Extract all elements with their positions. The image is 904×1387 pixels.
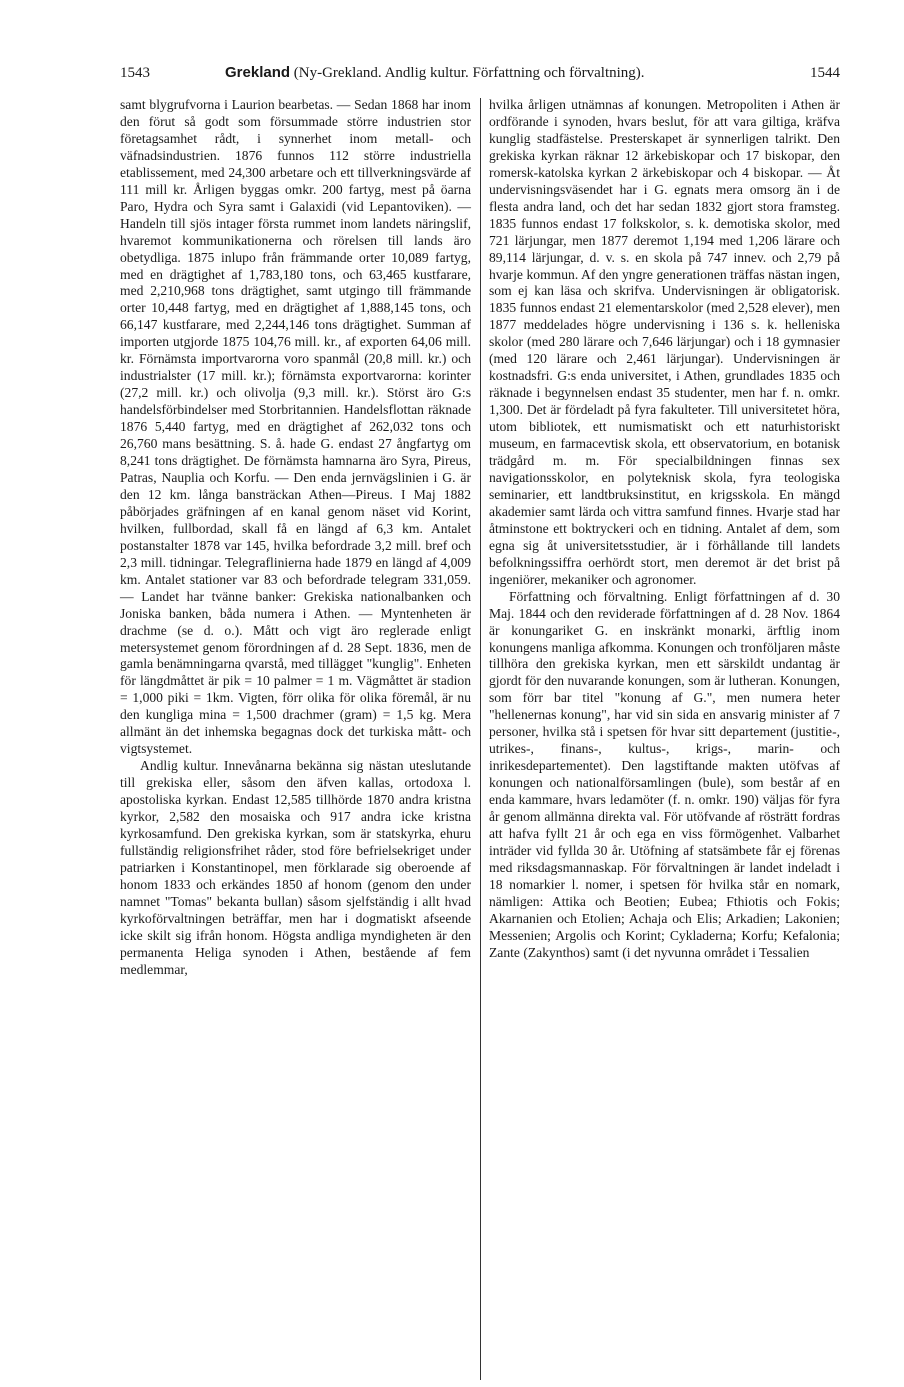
running-title-rest: (Ny-Grekland. Andlig kultur. Författning och förvaltning). bbox=[290, 65, 645, 81]
paragraph-education: hvilka årligen utnämnas af konungen. Metropoliten i Athen är ordförande i synoden, hvars beslut, för att vara giltiga, kräfva kunglig stadfästelse. Presterskapet är synnerligen talrikt. Den grekiska kyrkan räknar 12 ärkebiskopar och 17 biskopar, den romersk-katolska kyrkan 2 ärkebiskopar och 4 biskopar. — Åt undervisningsväsendet har i G. egnats mera omsorg än i de flesta andra land, och det har sedan 1832 gjort stora framsteg. 1835 funnos endast 17 folkskolor, s. k. demotiska skolor, med 721 lärjungar, men 1877 deremot 1,194 med 1,206 lärare och 89,114 lärjungar, d. v. s. en skola på 747 innev. och 2,79 på hvarje kommun. Af den yngre generationen träffas nästan ingen, som ej kan läsa och skrifva. Undervisningen är obligatorisk. 1835 funnos endast 21 elementarskolor (med 2,528 elever), men 1877 meddelades högre undervisning i 136 s. k. helleniska skolor (med 280 lärare och 7,646 lärjungar) och i 18 gymnasier (med 120 lärare och 2,461 lärjungar). Undervisningen är kostnadsfri. G:s enda universitet, i Athen, grundlades 1835 och räknade i begynnelsen endast 35 studenter, men har f. n. omkr. 1,300. Det är fördeladt på fyra fakulteter. Till universitetet höra, utom bibliotek, ett numismatiskt och ett naturhistoriskt museum, en farmacevtisk skola, ett observatorium, en botanisk trädgård m. m. För specialbildningen finnas sex navigationsskolor, en polyteknisk skola, fyra teologiska seminarier, ett landtbruksinstitut, en krigsskola. En mängd akademier samt lärda och vittra samfund finnes. Hvarje stad har åtminstone ett boktryckeri och en tidning. Antalet af dem, som egna sig åt universitetsstudier, är i förhållande till landets befolkningssiffra oerhördt stort, men deremot är det brist på ingeniörer, mekaniker och agronomer. bbox=[489, 97, 840, 587]
column-divider bbox=[480, 98, 481, 1380]
page-number-left: 1543 bbox=[120, 65, 150, 81]
running-header bbox=[120, 60, 840, 86]
paragraph-industry-trade: samt blygrufvorna i Laurion bearbetas. — Sedan 1868 har inom den förut så godt som försummade större industrien stor företagsamhet rådt, i synnerhet inom metall- och väfnadsindustrien. 1876 funnos 112 större industriella etablissement, med 24,300 arbetare och ett tillverkningsvärde af 111 mill kr. Årligen byggas omkr. 200 fartyg, mest på öarna Paro, Hydra och Syra samt i Galaxidi (vid Lepantoviken). — Handeln till sjös intager första rummet inom landets näringslif, hvaremot kommunikationerna och rörelsen till lands äro obetydliga. 1875 inlupo från främmande orter 10,089 fartyg, med en drägtighet af 1,783,180 tons, och 63,465 kustfarare, med 2,210,968 tons drägtighet, samt utgingo till främmande orter 10,448 fartyg, med en drägtighet af 1,888,145 tons, och 66,147 kustfarare, med 2,244,146 tons drägtighet. Summan af importen utgjorde 1875 104,76 mill. kr., af exporten 64,06 mill. kr. Förnämsta importvarorna voro spanmål (20,8 mill. kr.) och industrialster (17 mill. kr.); förnämsta exportvarorna: korinter (27,2 mill. kr.) och olivolja (9,3 mill. kr.). Störst äro G:s handelsförbindelser med Storbritannien. Handelsflottan räknade 1876 5,440 fartyg, med en drägtighet af 262,032 tons och 26,760 mans besättning. S. å. hade G. endast 27 ångfartyg om 8,241 tons drägtighet. De förnämsta hamnarna äro Syra, Pireus, Patras, Nauplia och Korfu. — Den enda jernvägslinien i G. är den 12 km. långa bansträckan Athen—Pireus. I Maj 1882 påbörjades gräfningen af en kanal genom näset vid Korint, hvilken, fullbordad, skall få en längd af 6,3 km. Antalet postanstalter 1878 var 145, hvilka befordrade 3,2 mill. bref och 2,3 mill. tidningar. Telegraflinierna hade 1879 en längd af 4,009 km. Antalet stationer var 83 och befordrade telegram 331,059. — Landet har tvänne banker: Grekiska nationalbanken och Joniska banken, båda numera i Athen. — Myntenheten är drachme (se d. o.). Mått och vigt äro reglerade enligt metersystemet genom förordningen af d. 28 Sept. 1836, men de gamla benämningarna qvarstå, med tillägget "kunglig". Enheten för längdmåttet är pik = 10 palmer = 1 m. Vägmåttet är stadion = 1,000 piki = 1km. Vigten, förr olika för olika föremål, är nu den kungliga mina = 1,500 drachmer (gram) = 1,5 kg. Mera allmänt än det inhemska begagnas dock det turkiska mått- och vigtsystemet. bbox=[120, 97, 471, 757]
running-title-bold: Grekland bbox=[225, 64, 291, 81]
paragraph-forfattning: Författning och förvaltning. Enligt författningen af d. 30 Maj. 1844 och den reviderade författningen af d. 28 Nov. 1864 är konungariket G. en inskränkt monarki, ärftlig inom konungens manliga afkomma. Konungen och tronföljaren måste tillhöra den grekiska kyrkan, men ett särskildt undantag är gjordt för den nuvarande konungen, som är lutheran. Konungen, som förr bar titel "konung af G.", men numera heter "hellenernas konung", har vid sin sida en ansvarig minister af 7 personer, hvilka stå i spetsen för hvar sitt departement (justitie-, utrikes-, finans-, kultus-, krigs-, marin- och inrikesdepartementet). Den lagstiftande makten utöfvas af konungen och nationalförsamlingen (bule), som består af en enda kammare, hvars ledamöter (f. n. omkr. 190) väljas för fyra år genom allmänna direkta val. För utöfvande af rösträtt fordras att hafva fyllt 21 år och ega en viss förmögenhet. Valbarhet inträder vid fyllda 30 år. Utöfning af statsämbete får ej förenas med riksdagsmannaskap. För förvaltningen är landet indeladt i 18 nomarkier l. nomer, i spetsen för hvilka står en nomark, nämligen: Attika och Beotien; Eubea; Fthiotis och Fokis; Akarnanien och Etolien; Achaja och Elis; Arkadien; Lakonien; Messenien; Argolis och Korint; Cykladerna; Korfu; Kefalonia; Zante (Zakynthos) samt (i det nyvunna området i Tessalien bbox=[489, 588, 840, 960]
left-column bbox=[120, 97, 471, 979]
paragraph-andlig-kultur: Andlig kultur. Innevånarna bekänna sig nästan uteslutande till grekiska eller, såsom den äfven kallas, ortodoxa l. apostoliska kyrkan. Endast 12,585 tillhörde 1870 andra kristna kyrkor, 2,582 den mosaiska och 917 andra icke kristna kyrkosamfund. Den grekiska kyrkan, som är statskyrka, ehuru fullständig religionsfrihet råder, stod före befrielsekriget under patriarken i Konstantinopel, men förklarade sig oberoende af honom 1833 och erkändes 1850 af honom (genom den under namnet "Tomas" bekanta bullan) såsom sjelfständig i allt hvad kyrkoförvaltningen beträffar, men har i dogmatiskt afseende icke skilt sig ifrån honom. Högsta andliga myndigheten är den permanenta Heliga synoden i Athen, bestående af fem medlemmar, bbox=[120, 758, 471, 977]
running-title bbox=[225, 60, 645, 86]
page-number-right: 1544 bbox=[810, 65, 840, 81]
right-column bbox=[489, 97, 840, 962]
